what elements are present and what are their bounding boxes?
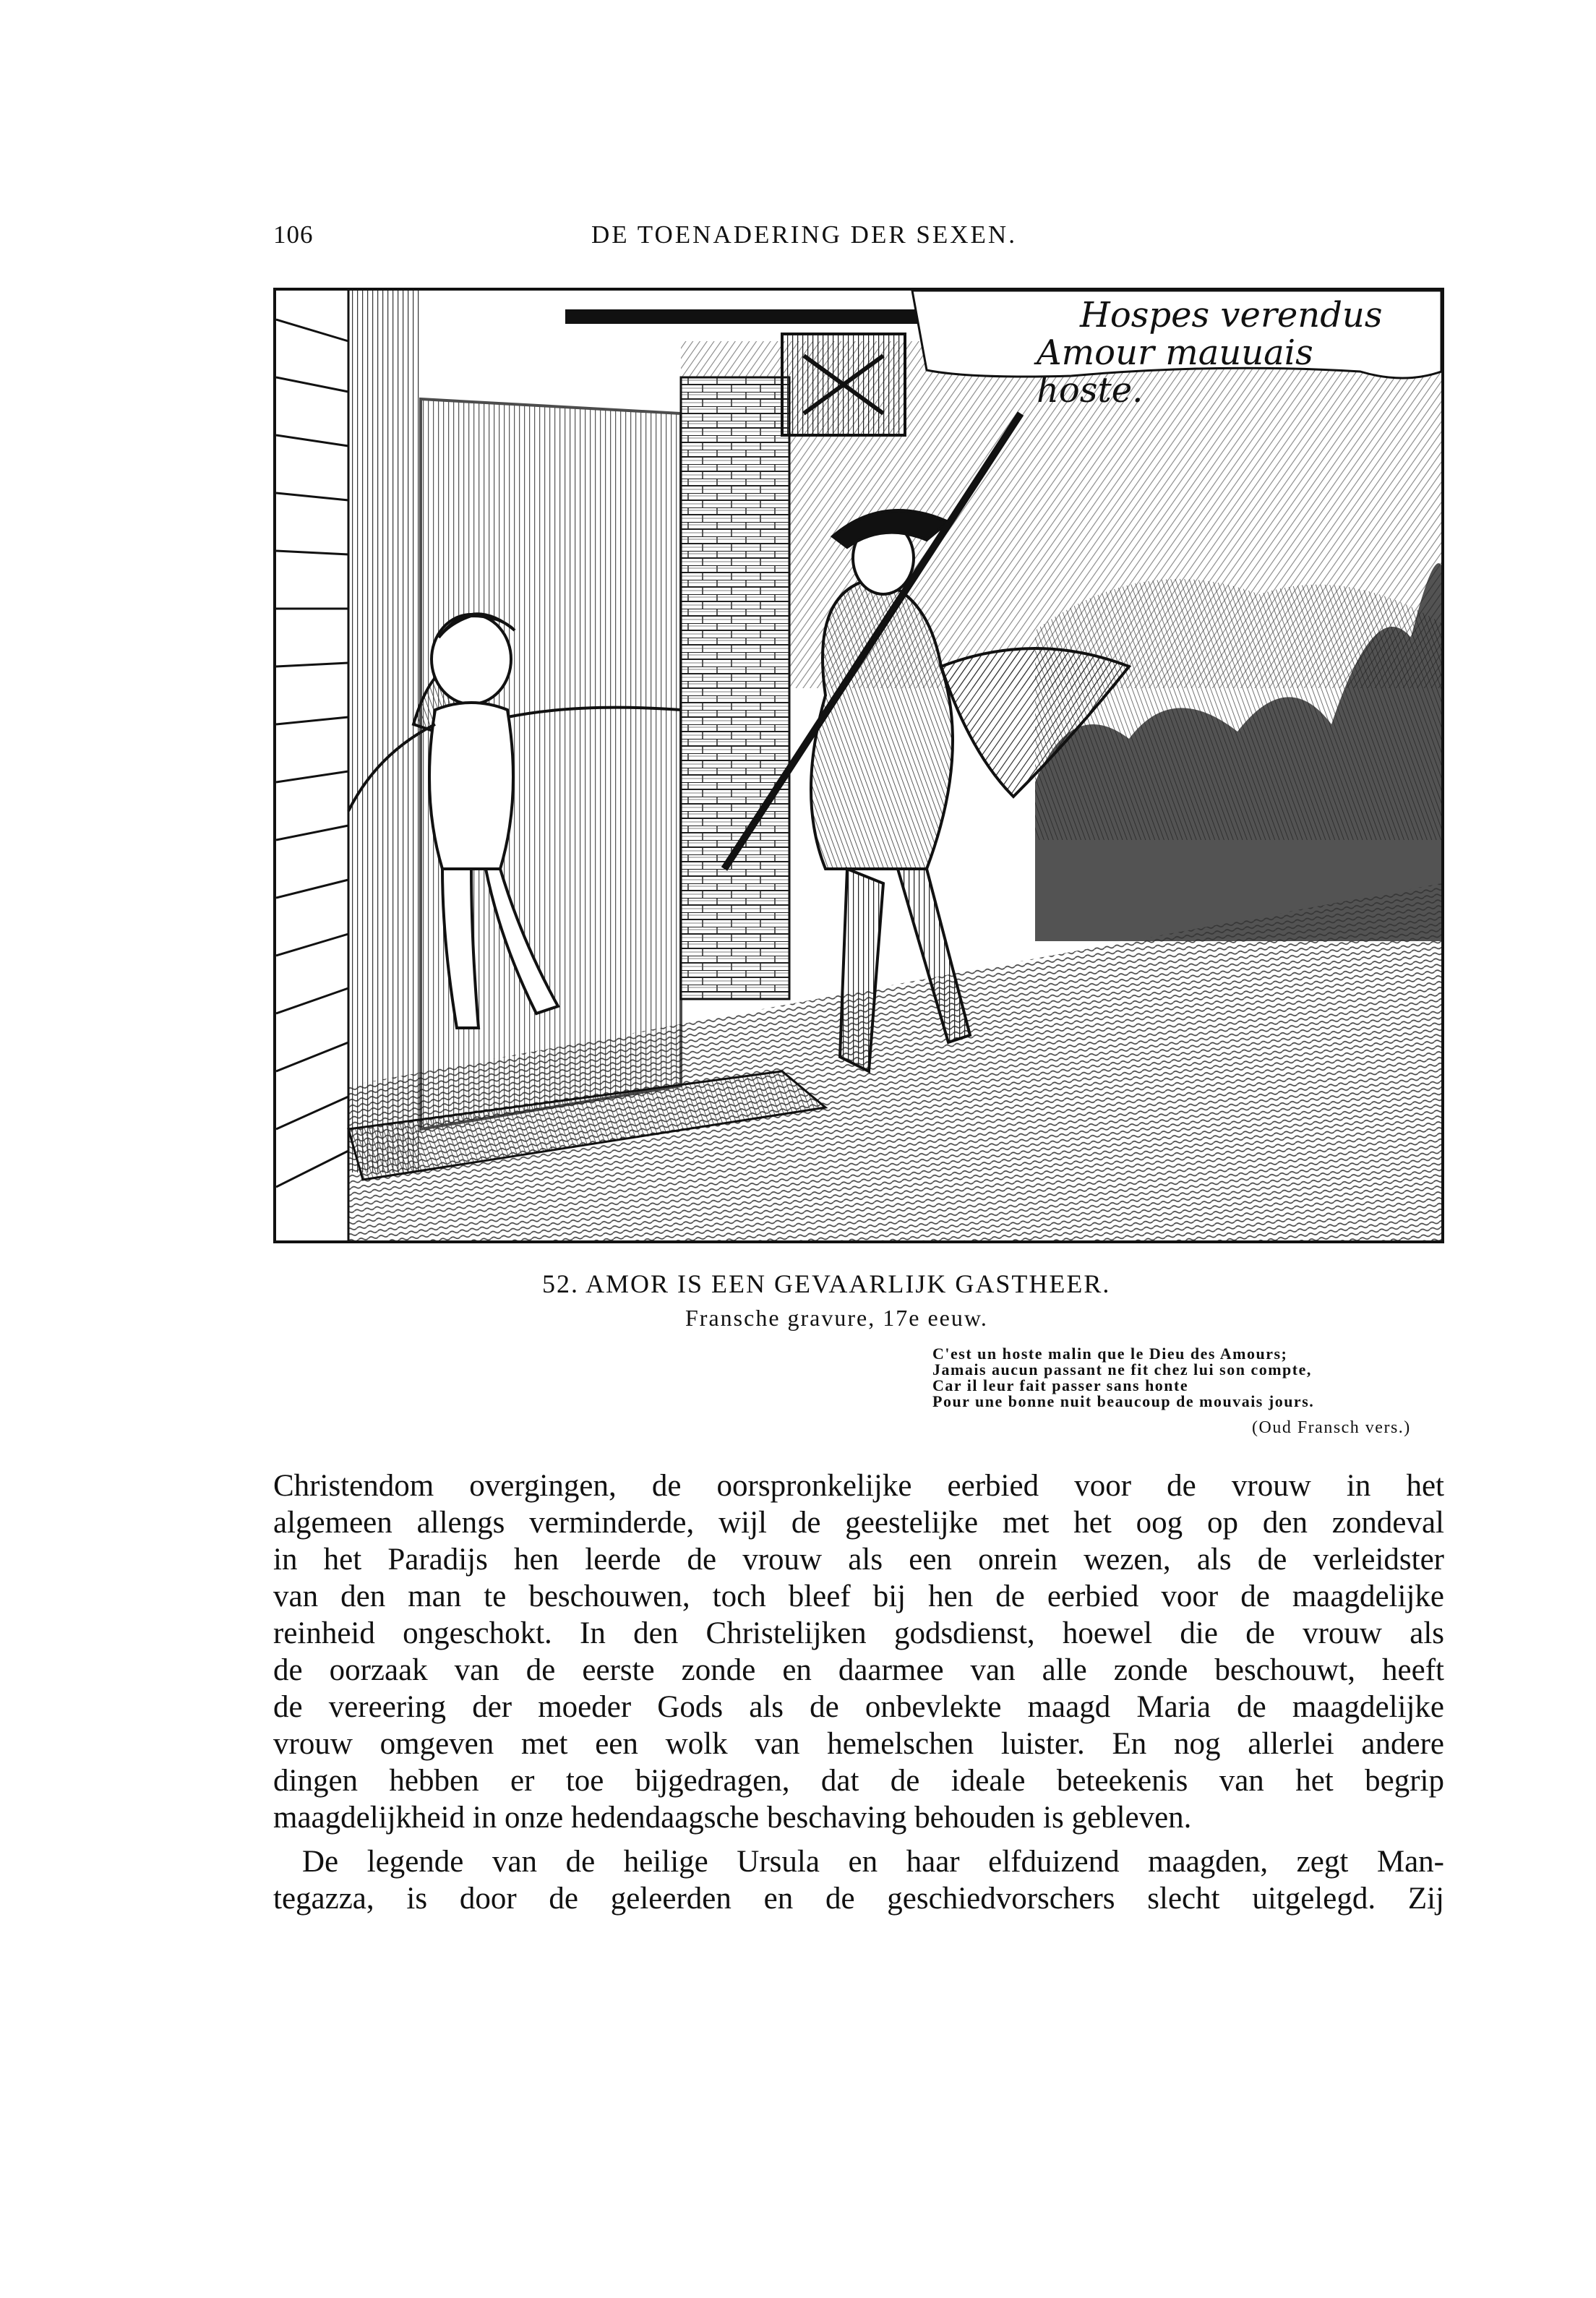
body-text	[273, 1467, 1444, 1917]
text-line: de vereering der moeder Gods als de onbevlekte maagd Maria de maagdelijke	[273, 1690, 1444, 1724]
figure-caption-title: 52. AMOR IS EEN GEVAARLIJK GASTHEER.	[542, 1269, 1111, 1298]
text-line: reinheid ongeschokt. In den Christelijken godsdienst, hoewel die de vrouw als	[273, 1616, 1444, 1650]
page-header	[273, 220, 1444, 264]
verse-source: (Oud Fransch vers.)	[1252, 1418, 1411, 1437]
paragraph-2	[273, 1843, 1444, 1917]
text-line: dingen hebben er toe bijgedragen, dat de ideale beteekenis van het begrip	[273, 1764, 1444, 1798]
house-wall	[348, 291, 421, 1172]
banner-latin-motto: Hospes verendus	[1080, 295, 1383, 335]
banner-french-motto: Amour mauuais hoste.	[1037, 333, 1313, 411]
running-head: DE TOENADERING DER SEXEN.	[591, 220, 1017, 249]
text-line: maagdelijkheid in onze hedendaagsche beschaving behouden is gebleven.	[273, 1801, 1192, 1835]
text-line: van den man te beschouwen, toch bleef bij hen de eerbied voor de maagdelijke	[273, 1579, 1444, 1613]
text-line: algemeen allengs verminderde, wijl de geestelijke met het oog op den zondeval	[273, 1506, 1444, 1540]
paragraph-1	[273, 1467, 1444, 1836]
text-line: De legende van de heilige Ursula en haar elfduizend maagden, zegt Man-	[302, 1845, 1444, 1879]
figure-caption-subtitle: Fransche gravure, 17e eeuw.	[685, 1305, 988, 1331]
banner-inscription	[1037, 296, 1427, 409]
verse-line: Pour une bonne nuit beaucoup de mouvais jours.	[932, 1392, 1315, 1410]
house-siding	[276, 291, 348, 1240]
text-line: in het Paradijs hen leerde de vrouw als een onrein wezen, als de verleidster	[273, 1543, 1444, 1577]
caption-verse	[932, 1346, 1314, 1410]
text-line: Christendom overgingen, de oorspronkelijke eerbied voor de vrouw in het	[273, 1469, 1444, 1503]
engraving-illustration	[276, 291, 1441, 1240]
engraving-figure	[273, 288, 1444, 1243]
verse-line: Car il leur fait passer sans honte	[932, 1376, 1189, 1394]
text-line: tegazza, is door de geleerden en de geschiedvorschers slecht uitgelegd. Zij	[273, 1882, 1444, 1916]
verse-line: C'est un hoste malin que le Dieu des Amours;	[932, 1345, 1288, 1363]
text-line: vrouw omgeven met een wolk van hemelschen luister. En nog allerlei andere	[273, 1727, 1444, 1761]
text-line: de oorzaak van de eerste zonde en daarmee van alle zonde beschouwt, heeft	[273, 1653, 1444, 1687]
verse-line: Jamais aucun passant ne fit chez lui son compte,	[932, 1360, 1312, 1379]
brick-pillar	[681, 377, 789, 999]
page-number: 106	[273, 220, 314, 249]
